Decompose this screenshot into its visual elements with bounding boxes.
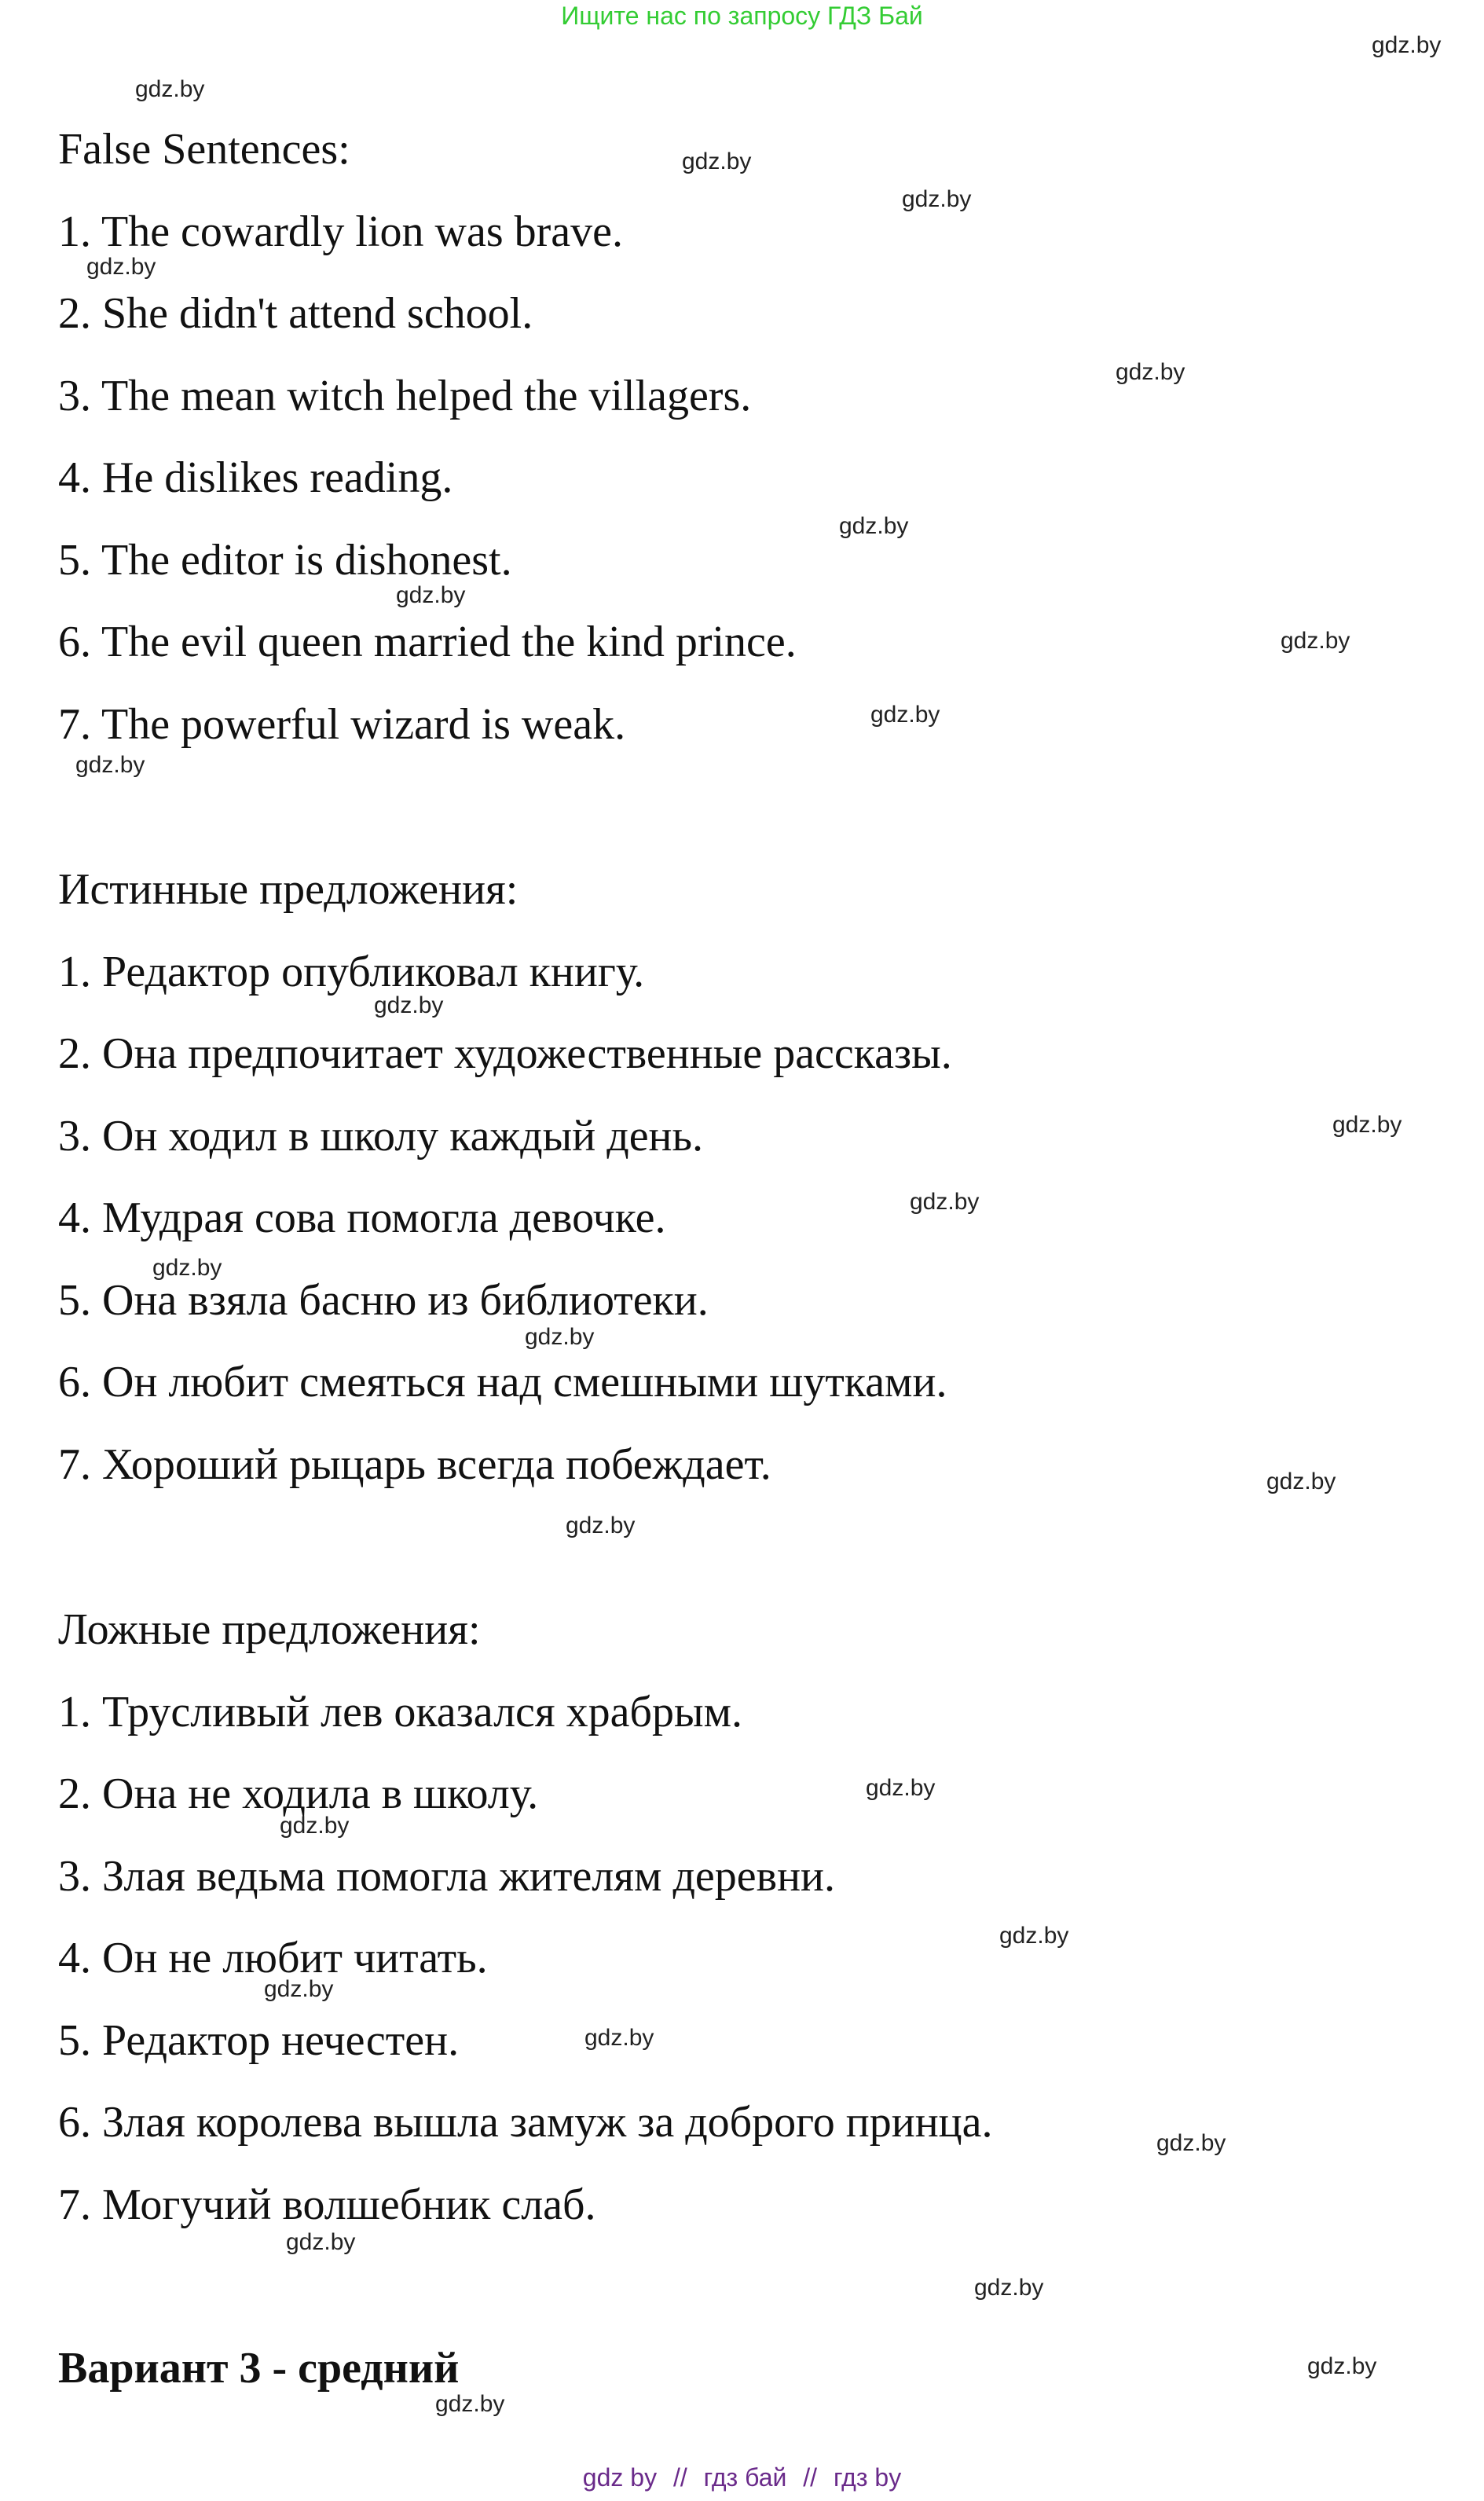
watermark: gdz.by: [1281, 628, 1350, 654]
watermark: gdz.by: [566, 1513, 636, 1538]
watermark: gdz.by: [839, 513, 909, 539]
link-separator: //: [672, 2463, 687, 2492]
bottom-link-gdz-bay[interactable]: гдз бай: [703, 2463, 787, 2492]
watermark: gdz.by: [974, 2275, 1044, 2301]
link-separator: //: [803, 2463, 818, 2492]
watermark: gdz.by: [1156, 2130, 1226, 2156]
list-item: 4. Мудрая сова помогла девочке.: [58, 1194, 666, 1242]
list-item: 1. The cowardly lion was brave.: [58, 207, 623, 256]
watermark: gdz.by: [286, 2229, 356, 2255]
watermark: gdz.by: [1372, 32, 1442, 58]
list-item: 2. Она не ходила в школу.: [58, 1769, 539, 1818]
watermark: gdz.by: [75, 752, 145, 778]
list-item: 2. She didn't attend school.: [58, 289, 533, 338]
list-item: 7. Хороший рыцарь всегда побеждает.: [58, 1440, 771, 1489]
top-banner[interactable]: Ищите нас по запросу ГДЗ Бай: [561, 2, 923, 30]
list-item: 7. Могучий волшебник слаб.: [58, 2180, 596, 2229]
list-item: 3. Злая ведьма помогла жителям деревни.: [58, 1852, 836, 1901]
list-item: 4. Он не любит читать.: [58, 1934, 488, 1982]
variant-heading: Вариант 3 - средний: [58, 2344, 460, 2393]
list-item: 6. Он любит смеяться над смешными шутками.: [58, 1358, 947, 1406]
list-item: 6. Злая королева вышла замуж за доброго принца.: [58, 2098, 993, 2147]
section-heading-true-sentences-ru: Истинные предложения:: [58, 865, 518, 914]
watermark: gdz.by: [86, 254, 156, 280]
watermark: gdz.by: [902, 186, 972, 212]
watermark: gdz.by: [1116, 359, 1185, 385]
watermark: gdz.by: [999, 1923, 1069, 1949]
watermark: gdz.by: [1332, 1112, 1402, 1138]
watermark: gdz.by: [525, 1324, 595, 1350]
bottom-links: [0, 2462, 1484, 2493]
watermark: gdz.by: [1266, 1469, 1336, 1494]
watermark: gdz.by: [910, 1189, 980, 1215]
bottom-link-gdz-by[interactable]: gdz by: [582, 2463, 658, 2492]
watermark: gdz.by: [135, 76, 205, 102]
watermark: gdz.by: [584, 2025, 654, 2051]
list-item: 7. The powerful wizard is weak.: [58, 700, 626, 749]
watermark: gdz.by: [280, 1813, 350, 1839]
list-item: 6. The evil queen married the kind prince.: [58, 618, 797, 666]
list-item: 5. Редактор нечестен.: [58, 2016, 460, 2065]
watermark: gdz.by: [264, 1976, 334, 2002]
list-item: 3. The mean witch helped the villagers.: [58, 372, 752, 420]
watermark: gdz.by: [866, 1775, 936, 1801]
watermark: gdz.by: [435, 2391, 505, 2417]
bottom-link-gdz-by-cyr[interactable]: гдз by: [833, 2463, 902, 2492]
list-item: 1. Трусливый лев оказался храбрым.: [58, 1688, 743, 1736]
list-item: 2. Она предпочитает художественные рассказы.: [58, 1029, 952, 1078]
watermark: gdz.by: [1307, 2353, 1377, 2379]
watermark: gdz.by: [870, 702, 940, 728]
watermark: gdz.by: [374, 992, 444, 1018]
list-item: 5. Она взяла басню из библиотеки.: [58, 1276, 709, 1325]
section-heading-false-sentences-ru: Ложные предложения:: [58, 1605, 481, 1654]
list-item: 5. The editor is dishonest.: [58, 536, 512, 585]
section-heading-false-sentences: False Sentences:: [58, 125, 350, 174]
watermark: gdz.by: [396, 582, 466, 608]
watermark: gdz.by: [152, 1255, 222, 1281]
list-item: 1. Редактор опубликовал книгу.: [58, 948, 645, 996]
list-item: 3. Он ходил в школу каждый день.: [58, 1112, 704, 1161]
watermark: gdz.by: [682, 149, 752, 174]
list-item: 4. He dislikes reading.: [58, 453, 453, 502]
